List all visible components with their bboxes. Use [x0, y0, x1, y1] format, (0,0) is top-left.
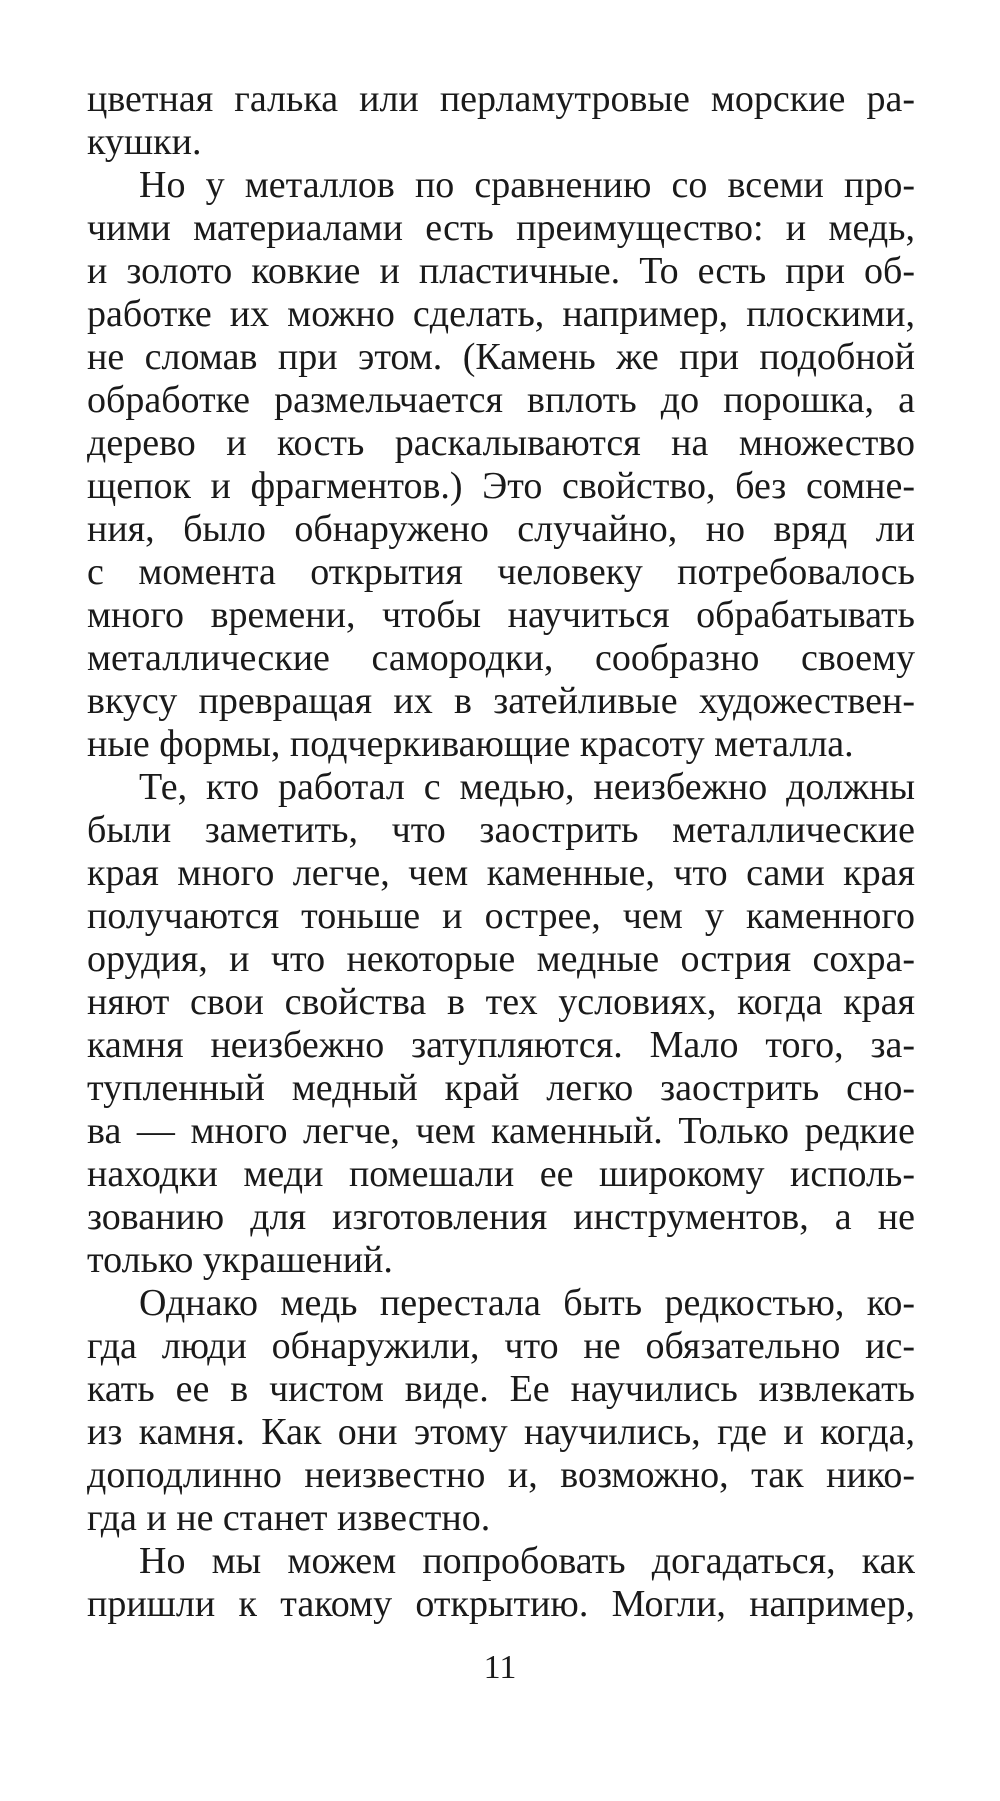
text-line: были заметить, что заострить металлические — [87, 809, 915, 851]
text-line: находки меди помешали ее широкому исполь- — [87, 1153, 915, 1195]
text-line: доподлинно неизвестно и, возможно, так нико- — [87, 1454, 915, 1496]
text-line: обработке размельчается вплоть до порошка, а — [87, 379, 915, 421]
paragraph-start-line: Однако медь перестала быть редкостью, ко- — [139, 1282, 915, 1324]
text-line: работке их можно сделать, например, плоскими, — [87, 293, 915, 335]
text-line: металлические самородки, сообразно своему — [87, 637, 915, 679]
text-line: ные формы, подчеркивающие красоту металла. — [87, 723, 854, 765]
text-line: няют свои свойства в тех условиях, когда края — [87, 981, 915, 1023]
text-line: тупленный медный край легко заострить сно- — [87, 1067, 915, 1109]
text-line: не сломав при этом. (Камень же при подобной — [87, 336, 915, 378]
body-text — [87, 78, 915, 1626]
text-line: ва — много легче, чем каменный. Только редкие — [87, 1110, 915, 1152]
text-line: вкусу превращая их в затейливые художествен- — [87, 680, 915, 722]
text-line: кушки. — [87, 121, 202, 163]
text-line: гда и не станет известно. — [87, 1497, 491, 1539]
text-line: много времени, чтобы научиться обрабатывать — [87, 594, 915, 636]
text-line: ния, было обнаружено случайно, но вряд ли — [87, 508, 915, 550]
text-line: дерево и кость раскалываются на множество — [87, 422, 915, 464]
paragraph-start-line: Те, кто работал с медью, неизбежно должны — [139, 766, 915, 808]
text-line: и золото ковкие и пластичные. То есть при об- — [87, 250, 915, 292]
text-line: орудия, и что некоторые медные острия сохра- — [87, 938, 915, 980]
text-line: из камня. Как они этому научились, где и когда, — [87, 1411, 915, 1453]
text-line: щепок и фрагментов.) Это свойство, без сомне- — [87, 465, 915, 507]
text-line: цветная галька или перламутровые морские ра- — [87, 78, 915, 120]
paragraph-start-line: Но у металлов по сравнению со всеми про- — [139, 164, 915, 206]
text-line: чими материалами есть преимущество: и медь, — [87, 207, 915, 249]
text-line: края много легче, чем каменные, что сами края — [87, 852, 915, 894]
text-line: с момента открытия человеку потребовалось — [87, 551, 915, 593]
text-line: кать ее в чистом виде. Ее научились извлекать — [87, 1368, 915, 1410]
text-line: камня неизбежно затупляются. Мало того, за- — [87, 1024, 915, 1066]
text-line: гда люди обнаружили, что не обязательно ис- — [87, 1325, 915, 1367]
text-line: пришли к такому открытию. Могли, например, — [87, 1583, 915, 1625]
paragraph-start-line: Но мы можем попробовать догадаться, как — [139, 1540, 915, 1582]
text-line: зованию для изготовления инструментов, а не — [87, 1196, 915, 1238]
text-line: только украшений. — [87, 1239, 393, 1281]
page-number: 11 — [483, 1649, 517, 1686]
text-line: получаются тоньше и острее, чем у каменного — [87, 895, 915, 937]
